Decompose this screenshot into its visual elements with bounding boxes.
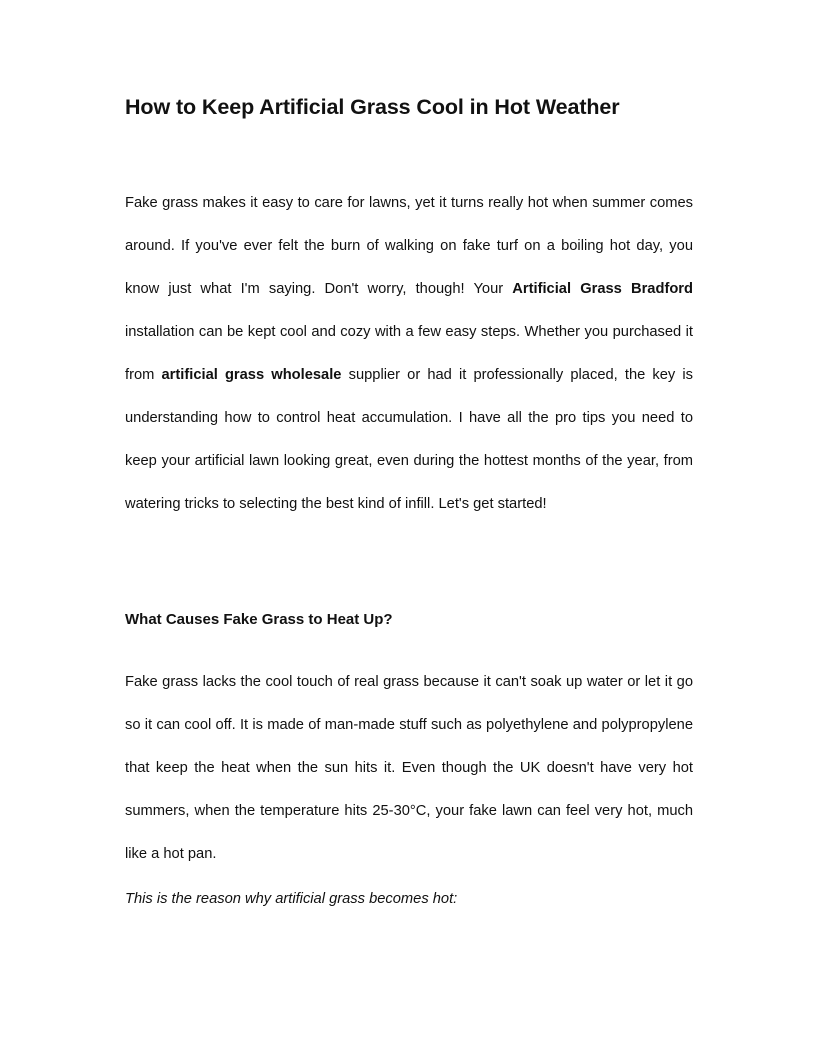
intro-text-part1: Fake grass makes it easy to care for lawns, yet it turns really hot when summer comes around. If you've ever felt the burn of walking on fake turf on a boiling hot day, you know just what I'm saying. Don't worry, though! Your xyxy=(125,195,693,297)
document-content xyxy=(125,92,693,910)
intro-bold-artificial-grass-wholesale: artificial grass wholesale xyxy=(161,367,342,383)
intro-text-part2: installation can be kept cool and cozy with a few easy steps. Whether you purchased it from xyxy=(125,324,693,383)
section-heading: What Causes Fake Grass to Heat Up? xyxy=(125,611,393,628)
intro-paragraph xyxy=(125,182,693,526)
intro-text-part3: supplier or had it professionally placed, the key is understanding how to control heat accumulation. I have all the pro tips you need to keep your artificial lawn looking great, even during the hottest months of the year, from watering tricks to selecting the best kind of infill. Let's get started! xyxy=(125,367,693,512)
section-paragraph: Fake grass lacks the cool touch of real grass because it can't soak up water or let it go so it can cool off. It is made of man-made stuff such as polyethylene and polypropylene that keep the heat when the sun hits it. Even though the UK doesn't have very hot summers, when the temperature hits 25-30°C, your fake lawn can feel very hot, much like a hot pan. xyxy=(125,674,693,862)
document-title: How to Keep Artificial Grass Cool in Hot Weather xyxy=(125,95,620,119)
section-italic-line: This is the reason why artificial grass becomes hot: xyxy=(125,891,458,907)
intro-bold-artificial-grass-bradford: Artificial Grass Bradford xyxy=(512,281,693,297)
